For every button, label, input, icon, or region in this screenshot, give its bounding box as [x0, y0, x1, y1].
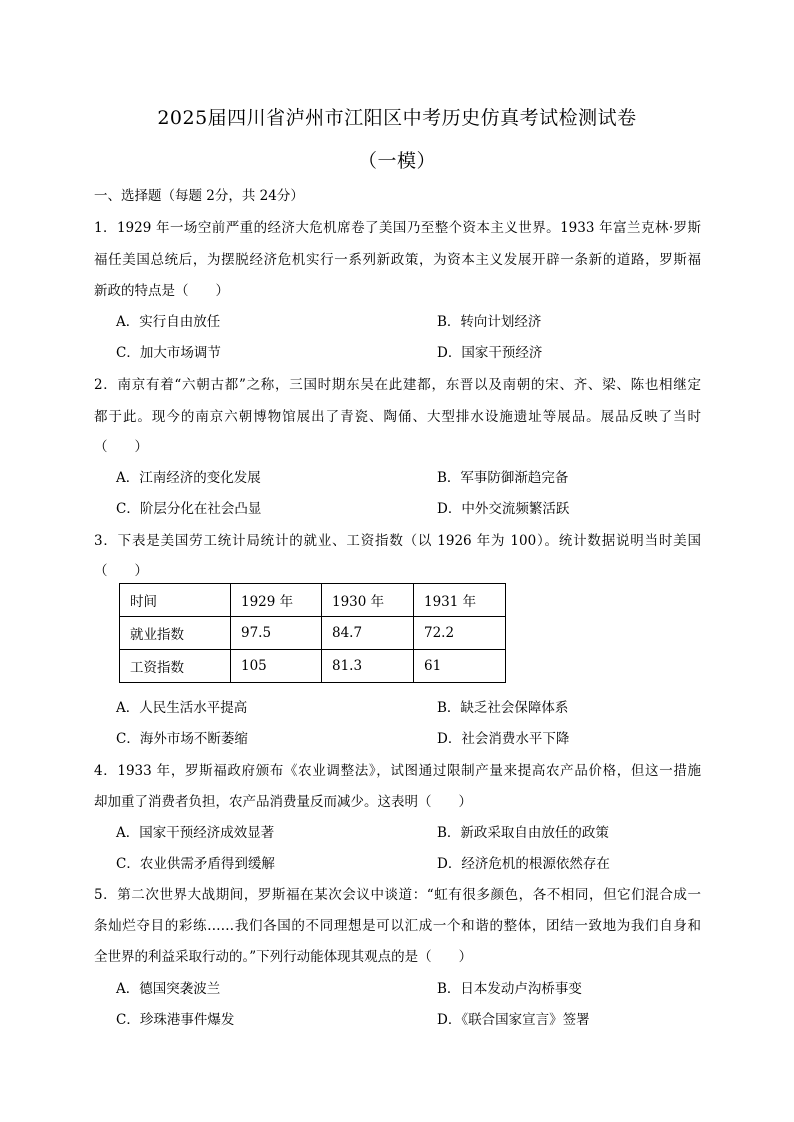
question-1-option-a: A．实行自由放任: [116, 314, 221, 330]
table-header-row: [120, 584, 506, 617]
question-1-option-c: C．加大市场调节: [116, 345, 221, 361]
question-5-option-c: C．珍珠港事件爆发: [116, 1012, 235, 1028]
question-3-option-d: D．社会消费水平下降: [437, 731, 570, 747]
table-cell: 61: [414, 650, 506, 683]
question-5-option-a: A．德国突袭波兰: [116, 981, 221, 997]
table-row: [120, 650, 506, 683]
question-5-option-b: B．日本发动卢沟桥事变: [437, 981, 582, 997]
question-2-option-a: A．江南经济的变化发展: [116, 470, 261, 486]
question-1-line-3: 新政的特点是（ ）: [94, 283, 229, 299]
table-cell: 72.2: [414, 617, 506, 650]
statistics-table: [119, 583, 506, 683]
question-3-line-2: （ ）: [94, 563, 148, 579]
question-4-option-b: B．新政采取自由放任的政策: [437, 825, 609, 841]
table-cell: 工资指数: [120, 650, 231, 683]
question-3-line-1: 3．下表是美国劳工统计局统计的就业、工资指数（以 1926 年为 100）。统计数据说明当时美国: [94, 533, 701, 549]
table-cell: 97.5: [231, 617, 322, 650]
question-2-line-1: 2．南京有着“六朝古都”之称，三国时期东吴在此建都，东晋以及南朝的宋、齐、梁、陈也相继定: [94, 377, 701, 393]
question-3-option-b: B．缺乏社会保障体系: [437, 700, 569, 716]
question-5-line-1: 5．第二次世界大战期间，罗斯福在某次会议中谈道：“虹有很多颜色，各不相同，但它们混合成一: [94, 887, 701, 903]
question-4-option-d: D．经济危机的根源依然存在: [437, 856, 610, 872]
question-1-option-d: D．国家干预经济: [437, 345, 543, 361]
question-2-option-b: B．军事防御渐趋完备: [437, 470, 569, 486]
question-2-line-3: （ ）: [94, 439, 148, 455]
table-header-cell: 时间: [120, 584, 231, 617]
table-cell: 105: [231, 650, 322, 683]
question-2-line-2: 都于此。现今的南京六朝博物馆展出了青瓷、陶俑、大型排水设施遗址等展品。展品反映了当时: [94, 409, 701, 425]
question-4-option-a: A．国家干预经济成效显著: [116, 825, 275, 841]
table-cell: 81.3: [322, 650, 414, 683]
table-cell: 84.7: [322, 617, 414, 650]
question-5-line-3: 全世界的利益采取行动的。”下列行动能体现其观点的是（ ）: [94, 949, 473, 965]
question-3-option-c: C．海外市场不断萎缩: [116, 731, 248, 747]
question-2-option-d: D．中外交流频繁活跃: [437, 501, 570, 517]
question-5-option-d: D．《联合国家宣言》签署: [437, 1012, 590, 1028]
question-5-line-2: 条灿烂夺目的彩练……我们各国的不同理想是可以汇成一个和谐的整体，团结一致地为我们自身和: [94, 918, 701, 934]
question-2-option-c: C．阶层分化在社会凸显: [116, 501, 262, 517]
table-header-cell: 1931 年: [414, 584, 506, 617]
table-header-cell: 1930 年: [322, 584, 414, 617]
exam-subtitle: （一模）: [357, 150, 436, 172]
table-header-cell: 1929 年: [231, 584, 322, 617]
exam-title: 2025届四川省泸州市江阳区中考历史仿真考试检测试卷: [157, 107, 637, 129]
question-1-option-b: B．转向计划经济: [437, 314, 542, 330]
question-4-line-2: 却加重了消费者负担，农产品消费量反而减少。这表明（ ）: [94, 794, 472, 810]
question-4-line-1: 4．1933 年，罗斯福政府颁布《农业调整法》，试图通过限制产量来提高农产品价格，但这一措施: [94, 763, 701, 779]
table-row: [120, 617, 506, 650]
section-heading: 一、选择题（每题 2分，共 24分）: [94, 188, 304, 204]
question-3-option-a: A．人民生活水平提高: [116, 700, 248, 716]
question-4-option-c: C．农业供需矛盾得到缓解: [116, 856, 275, 872]
table-cell: 就业指数: [120, 617, 231, 650]
question-1-line-2: 福任美国总统后，为摆脱经济危机实行一系列新政策，为资本主义发展开辟一条新的道路，罗斯福: [94, 252, 701, 268]
question-1-line-1: 1．1929 年一场空前严重的经济大危机席卷了美国乃至整个资本主义世界。1933 年富兰克林·罗斯: [94, 220, 701, 236]
